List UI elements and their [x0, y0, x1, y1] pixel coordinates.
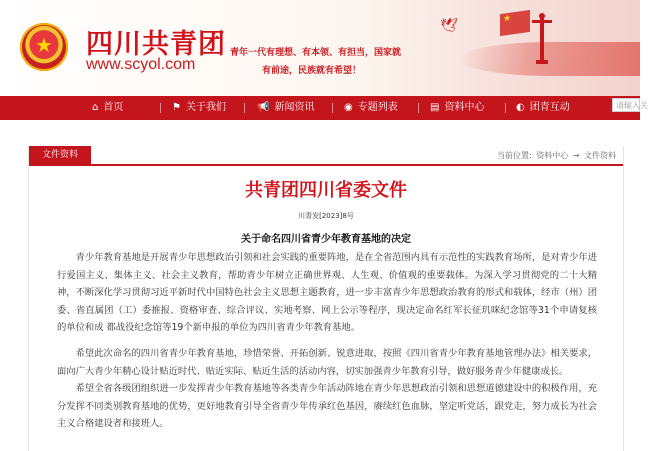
article-paragraph-3: 希望全省各级团组织进一步发挥青少年教育基地等各类青少年活动阵地在青少年思想政治引领和思想道德建设中的积极作用，充分发挥不同类别教育基地的优势，更好地教育引导全省青少年传承红色基因，赓续红色血脉，坚定听党话，跟党走，努力成长为社会主义合格建设者和接班人。 — [57, 383, 597, 429]
article-paragraph-2: 希望此次命名的四川省青少年教育基地，珍惜荣誉、开拓创新、锐意进取，按照《四川省青少年教育基地管理办法》相关要求，面向广大青少年精心设计贴近时代、贴近实际、贴近生活的活动内容，切实加强青少年教育引导，做好服务青少年健康成长。 — [57, 348, 597, 377]
red-flag-icon — [500, 10, 530, 36]
youth-league-emblem-icon[interactable] — [20, 23, 68, 71]
slogan-line-2: 有前途，民族就有希望！ — [262, 66, 362, 76]
document-title: 共青团四川省委文件 — [245, 180, 407, 201]
breadcrumb-link-documents[interactable]: 文件资料 — [584, 151, 616, 160]
nav-item-news[interactable]: 📢 新闻资讯 — [257, 96, 314, 120]
nav-item-resources[interactable]: ▤ 资料中心 — [430, 96, 484, 120]
nav-divider — [418, 103, 419, 113]
breadcrumb-arrow: → — [572, 151, 580, 160]
header-banner — [0, 0, 640, 96]
category-tab[interactable]: 文件资料 — [29, 146, 91, 164]
category-bar — [29, 146, 623, 166]
nav-divider — [244, 103, 245, 113]
article-subtitle: 关于命名四川省青少年教育基地的决定 — [241, 234, 411, 245]
globe-icon: ◉ — [344, 102, 353, 113]
nav-item-about[interactable]: ⚑ 关于我们 — [172, 96, 226, 120]
nav-divider — [160, 103, 161, 113]
flag-icon: ⚑ — [172, 102, 181, 113]
breadcrumb — [496, 150, 617, 161]
search-input[interactable]: 请输入关 — [612, 98, 640, 112]
document-icon: ▤ — [430, 102, 440, 113]
slogan-line-1: 青年一代有理想、有本领、有担当，国家就 — [230, 48, 402, 58]
chat-icon: ◐ — [516, 102, 525, 113]
site-logo-title[interactable]: 四川共青团 — [86, 29, 226, 60]
nav-item-interaction[interactable]: ◐ 团青互动 — [516, 96, 570, 120]
nav-divider — [332, 103, 333, 113]
breadcrumb-link-resources[interactable]: 资料中心 — [536, 151, 569, 160]
nav-item-topics[interactable]: ◉ 专题列表 — [344, 96, 398, 120]
megaphone-icon: 📢 — [257, 102, 270, 113]
article-paragraph-1: 青少年教育基地是开展青少年思想政治引领和社会实践的重要阵地，是在全省范围内具有示范性的实践教育场所，是对青少年进行爱国主义、集体主义、社会主义教育，帮助青少年树立正确世界观、人生观、价值观的重要载体。为深入学习贯彻党的二十大精神，不断深化学习贯彻习近平新时代中国特色社会主义思想主题教育，进一步丰富青少年思想政治教育的形式和载体，经市（州）团委、省直属团（工）委推报、资格审查、综合评议、实地考察、网上公示等程序，现决定命名红军长征玑咪纪念馆等31个申请复核的单位和成 都战役纪念馆等19个新申报的单位为四川省青少年教育基地。 — [57, 252, 597, 333]
huabiao-pillar-icon — [528, 10, 556, 66]
document-number: 川青发[2023]8号 — [298, 212, 354, 220]
nav-divider — [505, 103, 506, 113]
home-icon: ⌂ — [92, 102, 99, 113]
breadcrumb-prefix: 当前位置: — [496, 151, 532, 160]
dove-icon: 🕊 — [440, 18, 458, 34]
nav-item-home[interactable]: ⌂ 首页 — [92, 96, 123, 120]
article-container — [28, 146, 624, 451]
site-url: www.scyol.com — [86, 56, 196, 73]
main-nav — [0, 96, 640, 120]
